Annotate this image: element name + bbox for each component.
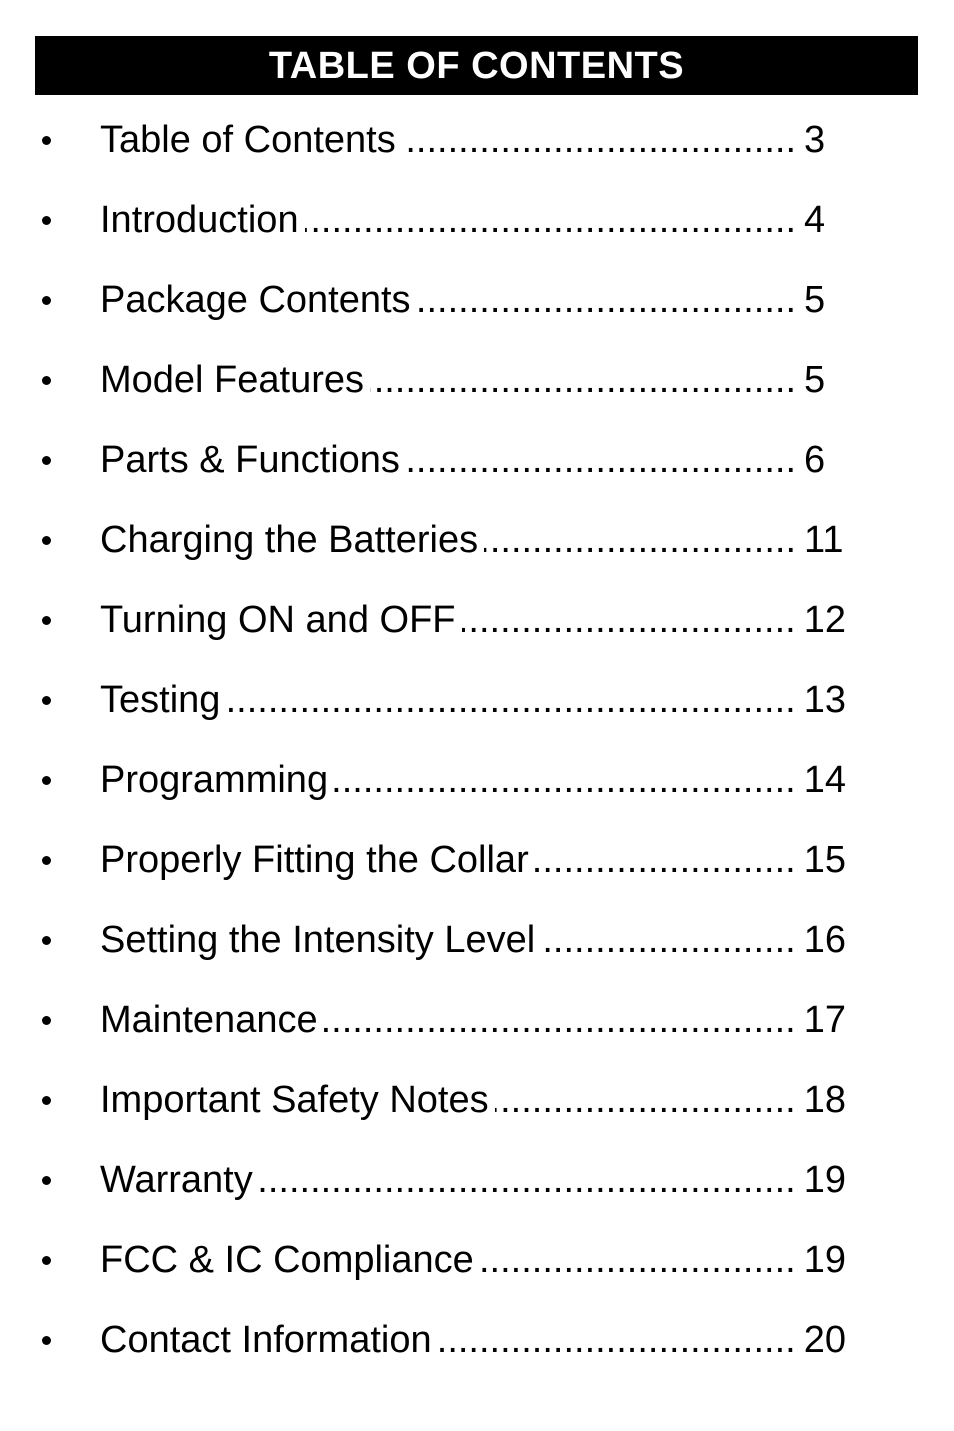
toc-item-title: Charging the Batteries [100,519,479,561]
toc-item[interactable] [0,660,954,740]
toc-item-page: 11 [804,519,844,561]
dot-leader [305,198,796,242]
dot-leader [438,1318,796,1362]
toc-item-page: 12 [803,599,846,641]
toc-item[interactable] [0,420,954,500]
toc-item[interactable] [0,1220,954,1300]
toc-item-title: Programming [100,759,329,801]
toc-item-page: 5 [804,279,826,321]
dot-leader [259,1158,796,1202]
bullet-icon [42,536,51,545]
toc-item[interactable] [0,900,954,980]
toc-item-title: Important Safety Notes [100,1079,489,1121]
bullet-icon [42,136,51,145]
toc-item-page: 14 [803,759,846,801]
toc-item-title: Maintenance [100,999,318,1041]
bullet-icon [42,1096,51,1105]
dot-leader [402,118,796,162]
bullet-icon [42,1256,51,1265]
bullet-icon [42,856,51,865]
toc-item-page: 19 [803,1159,846,1201]
toc-item-title: Table of Contents [100,119,396,161]
toc-item-title: Package Contents [100,279,411,321]
toc-item[interactable] [0,1060,954,1140]
toc-item[interactable] [0,1300,954,1380]
bullet-icon [42,376,51,385]
bullet-icon [42,1016,51,1025]
toc-item[interactable] [0,100,954,180]
toc-item[interactable] [0,740,954,820]
page-title: TABLE OF CONTENTS [268,44,685,87]
dot-leader [334,758,796,802]
toc-item-title: Properly Fitting the Collar [100,839,529,881]
toc-item-title: Model Features [100,359,365,401]
toc-item[interactable] [0,340,954,420]
toc-item-page: 3 [804,119,826,161]
bullet-icon [42,616,51,625]
toc-item-title: Turning ON and OFF [100,599,456,641]
toc-item[interactable] [0,580,954,660]
dot-leader [535,838,796,882]
toc-item-page: 18 [803,1079,846,1121]
bullet-icon [42,936,51,945]
toc-item-page: 17 [803,999,846,1041]
bullet-icon [42,1336,51,1345]
toc-item-page: 5 [804,359,826,401]
bullet-icon [42,296,51,305]
dot-leader [484,518,796,562]
toc-header-bar [35,36,918,95]
toc-item-page: 16 [803,919,846,961]
toc-item[interactable] [0,180,954,260]
dot-leader [370,358,796,402]
bullet-icon [42,696,51,705]
bullet-icon [42,216,51,225]
toc-item-title: FCC & IC Compliance [100,1239,474,1281]
toc-item[interactable] [0,980,954,1060]
dot-leader [324,998,796,1042]
toc-item-title: Contact Information [100,1319,432,1361]
toc-item-page: 15 [803,839,846,881]
toc-item[interactable] [0,1140,954,1220]
dot-leader [417,278,796,322]
dot-leader [495,1078,796,1122]
toc-item-page: 20 [803,1319,846,1361]
dot-leader [541,918,796,962]
toc-item-title: Introduction [100,199,299,241]
dot-leader [462,598,796,642]
dot-leader [226,678,795,722]
dot-leader [480,1238,796,1282]
toc-item-title: Warranty [100,1159,253,1201]
toc-item-title: Parts & Functions [100,439,400,481]
bullet-icon [42,776,51,785]
bullet-icon [42,1176,51,1185]
toc-item-title: Setting the Intensity Level [100,919,536,961]
toc-item[interactable] [0,500,954,580]
toc-item[interactable] [0,820,954,900]
toc-list [0,100,954,1380]
bullet-icon [42,456,51,465]
toc-item-page: 19 [803,1239,846,1281]
toc-item-title: Testing [100,679,221,721]
toc-item-page: 13 [803,679,846,721]
dot-leader [406,438,796,482]
toc-item[interactable] [0,260,954,340]
toc-item-page: 6 [804,439,826,481]
toc-item-page: 4 [804,199,826,241]
